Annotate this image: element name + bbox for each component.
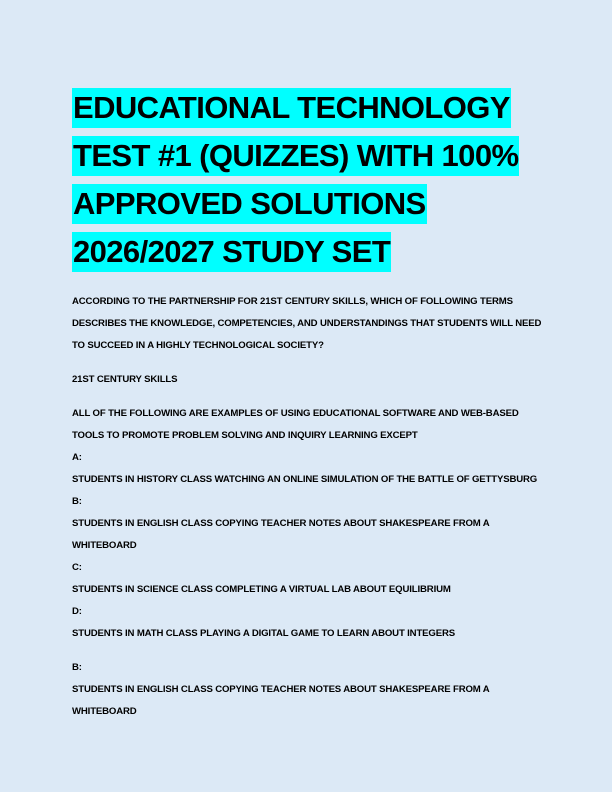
question-2-text: ALL OF THE FOLLOWING ARE EXAMPLES OF USING EDUCATIONAL SOFTWARE AND WEB-BASED TOOLS TO PROMOTE PROBLEM SOLVING AND INQUIRY LEARNING EXCEPT: [72, 408, 519, 441]
answer-2-text: STUDENTS IN ENGLISH CLASS COPYING TEACHER NOTES ABOUT SHAKESPEARE FROM A WHITEBOARD: [72, 684, 490, 717]
option-a-text: STUDENTS IN HISTORY CLASS WATCHING AN ONLINE SIMULATION OF THE BATTLE OF GETTYSBURG: [72, 474, 538, 485]
title-line-3: APPROVED SOLUTIONS: [72, 184, 427, 224]
option-c-letter: C:: [72, 562, 82, 573]
option-b-text: STUDENTS IN ENGLISH CLASS COPYING TEACHER NOTES ABOUT SHAKESPEARE FROM A WHITEBOARD: [72, 518, 490, 551]
question-1-text: ACCORDING TO THE PARTNERSHIP FOR 21ST CENTURY SKILLS, WHICH OF FOLLOWING TERMS DESCRIBES THE KNOWLEDGE, COMPETENCIES, AND UNDERSTANDINGS THAT STUDENTS WILL NEED TO SUCCEED IN A HIGHLY TECHNOLOGICAL SOCIETY?: [72, 296, 542, 351]
option-a-letter: A:: [72, 452, 82, 463]
answer-2-letter: B:: [72, 662, 82, 673]
title-line-1: EDUCATIONAL TECHNOLOGY: [72, 88, 511, 128]
title-line-4: 2026/2027 STUDY SET: [72, 232, 391, 272]
option-c-text: STUDENTS IN SCIENCE CLASS COMPLETING A VIRTUAL LAB ABOUT EQUILIBRIUM: [72, 584, 451, 595]
option-b-letter: B:: [72, 496, 82, 507]
quiz-content: [72, 291, 542, 723]
option-d-text: STUDENTS IN MATH CLASS PLAYING A DIGITAL GAME TO LEARN ABOUT INTEGERS: [72, 628, 456, 639]
document-title: [72, 85, 542, 277]
answer-1-text: 21ST CENTURY SKILLS: [72, 374, 178, 385]
title-line-2: TEST #1 (QUIZZES) WITH 100%: [72, 136, 519, 176]
option-d-letter: D:: [72, 606, 82, 617]
document-page: [72, 85, 542, 723]
